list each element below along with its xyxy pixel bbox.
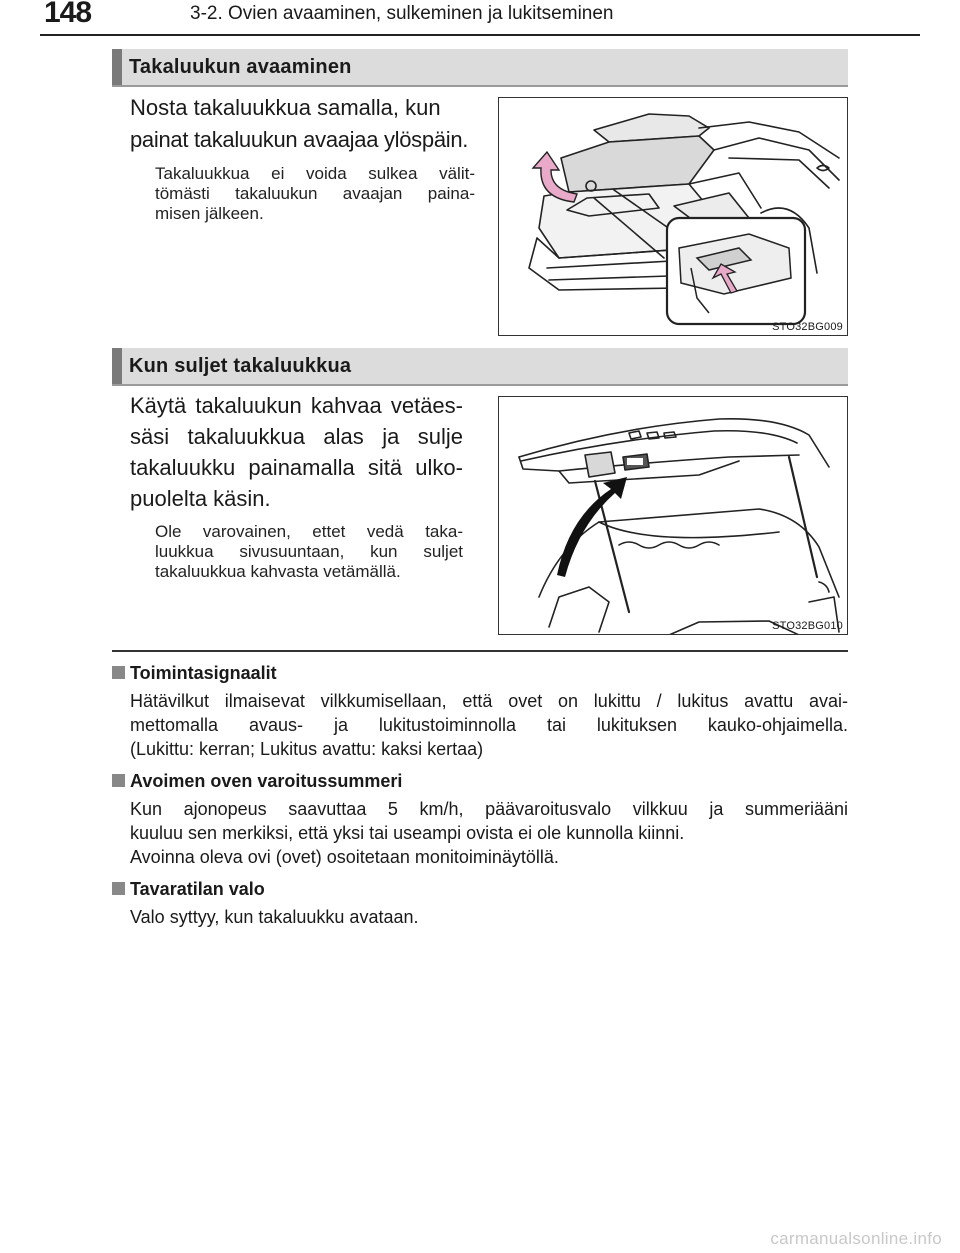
note-line: tömästi takaluukun avaajan paina- — [155, 184, 475, 203]
heading-bar — [112, 49, 122, 85]
info-item-luggage-light — [112, 877, 848, 929]
section-heading-opening — [112, 49, 848, 87]
note-line: takaluukkua kahvasta vetämällä. — [155, 562, 401, 581]
header-rule — [40, 34, 920, 36]
info-line: (Lukittu: kerran; Lukitus avattu: kaksi kertaa) — [130, 739, 484, 759]
note-line: Ole varovainen, ettet vedä taka- — [155, 522, 463, 541]
info-line: Valo syttyy, kun takaluukku avataan. — [130, 907, 419, 927]
text-line: säsi takaluukkua alas ja sulje — [130, 424, 463, 449]
info-item-operation-signals — [112, 661, 848, 761]
info-title — [112, 769, 848, 793]
info-item-open-door-buzzer — [112, 769, 848, 869]
watermark: carmanualsonline.info — [770, 1229, 942, 1248]
info-title — [112, 877, 848, 901]
closing-instruction — [130, 390, 463, 514]
square-bullet-icon — [112, 666, 125, 679]
info-title-text: Avoimen oven varoitussummeri — [130, 771, 403, 791]
info-title-text: Toimintasignaalit — [130, 663, 277, 683]
info-title — [112, 661, 848, 685]
chapter-title: 3-2. Ovien avaaminen, sulkeminen ja lukitseminen — [190, 3, 614, 24]
info-body — [130, 905, 848, 929]
info-line: Avoinna oleva ovi (ovet) osoitetaan monitoiminäytöllä. — [130, 847, 559, 867]
text-line: puolelta käsin. — [130, 486, 271, 511]
handle-inset — [667, 218, 805, 324]
info-line: mettomalla avaus- ja lukitustoiminnolla tai lukituksen kauko-ohjaimella. — [130, 715, 848, 735]
figure-tailgate-opening — [498, 97, 848, 336]
text-line: painat takaluukun avaajaa ylöspäin. — [130, 127, 469, 152]
opening-instruction — [130, 92, 475, 156]
page-number: 148 — [44, 0, 92, 29]
heading-bar — [112, 348, 122, 384]
text-line: Käytä takaluukun kahvaa vetäes- — [130, 393, 463, 418]
section-heading-closing — [112, 348, 848, 386]
tailgate-closing-illustration — [499, 397, 848, 635]
square-bullet-icon — [112, 882, 125, 895]
text-line: Nosta takaluukkua samalla, kun — [130, 95, 441, 120]
square-bullet-icon — [112, 774, 125, 787]
note-line: Takaluukkua ei voida sulkea välit- — [155, 164, 475, 183]
info-body — [130, 689, 848, 761]
section-divider — [112, 650, 848, 652]
tailgate-opening-illustration — [499, 98, 848, 336]
section-heading-label: Takaluukun avaaminen — [129, 56, 352, 78]
info-body — [130, 797, 848, 869]
section-heading-label: Kun suljet takaluukkua — [129, 355, 352, 377]
info-line: Hätävilkut ilmaisevat vilkkumisellaan, että ovet on lukittu / lukitus avattu avai- — [130, 691, 848, 711]
figure-tailgate-closing — [498, 396, 848, 635]
info-line: kuuluu sen merkiksi, että yksi tai useampi ovista ei ole kunnolla kiinni. — [130, 823, 685, 843]
note-line: luukkua sivusuuntaan, kun suljet — [155, 542, 463, 561]
figure-code: STO32BG009 — [772, 321, 843, 333]
figure-code: STO32BG010 — [772, 620, 843, 632]
note-line: misen jälkeen. — [155, 204, 264, 223]
opening-note — [155, 164, 475, 224]
closing-note — [155, 522, 463, 582]
info-title-text: Tavaratilan valo — [130, 879, 265, 899]
page-header — [40, 0, 920, 36]
text-line: takaluukku painamalla sitä ulko- — [130, 455, 463, 480]
info-line: Kun ajonopeus saavuttaa 5 km/h, päävaroitusvalo vilkkuu ja summeriääni — [130, 799, 848, 819]
